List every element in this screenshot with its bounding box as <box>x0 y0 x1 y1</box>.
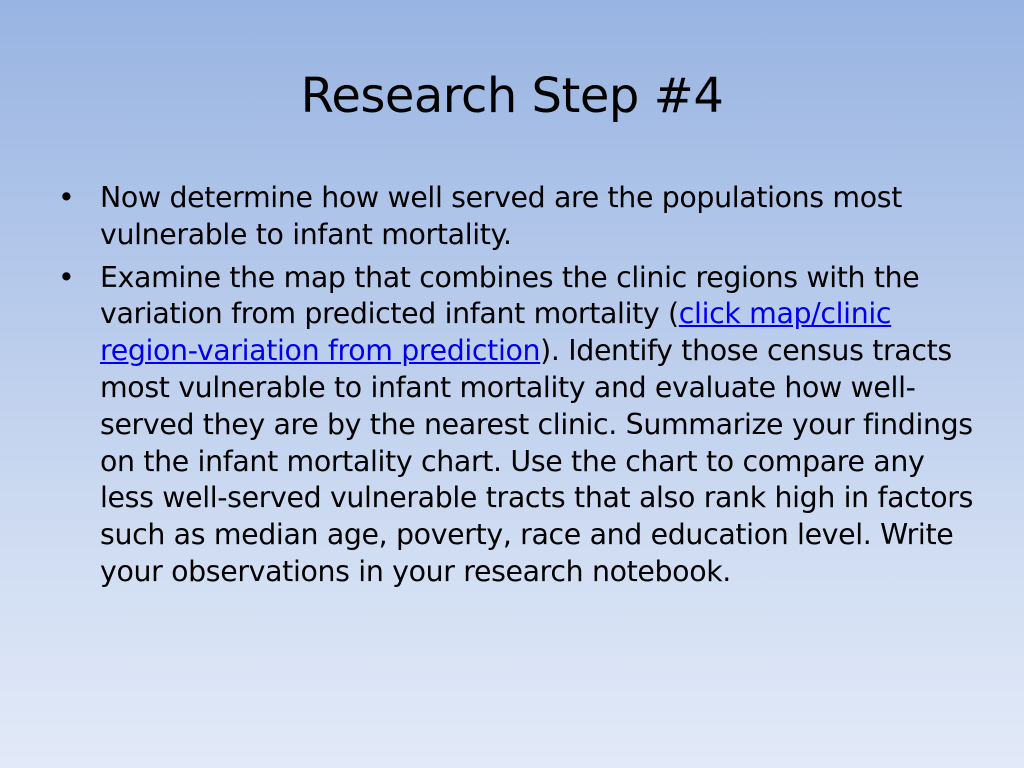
clinic-region-map-link[interactable]: click map/clinic region-variation from prediction <box>100 297 892 368</box>
bullet-item-examine-map <box>56 260 976 591</box>
bullet-text-before-link: Examine the map that combines the clinic regions with the variation from predicted infant mortality ( <box>100 260 920 331</box>
bullet-text: Now determine how well served are the populations most vulnerable to infant mortality. <box>100 181 902 251</box>
bullet-list <box>56 180 976 591</box>
slide-title: Research Step #4 <box>300 68 724 124</box>
bullet-dot-icon: • <box>58 260 75 294</box>
slide-content <box>56 180 976 597</box>
bullet-dot-icon: • <box>58 181 75 214</box>
bullet-item-determine-service <box>56 180 976 254</box>
bullet-text-after-link: ). Identify those census tracts most vulnerable to infant mortality and evaluate how well-served they are by the nearest clinic. Summarize your findings on the infant mortality chart. Use the chart to compare any less well-served vulnerable tracts that also rank high in factors such as median age, poverty, race and education level. Write your observations in your research notebook. <box>100 334 974 588</box>
